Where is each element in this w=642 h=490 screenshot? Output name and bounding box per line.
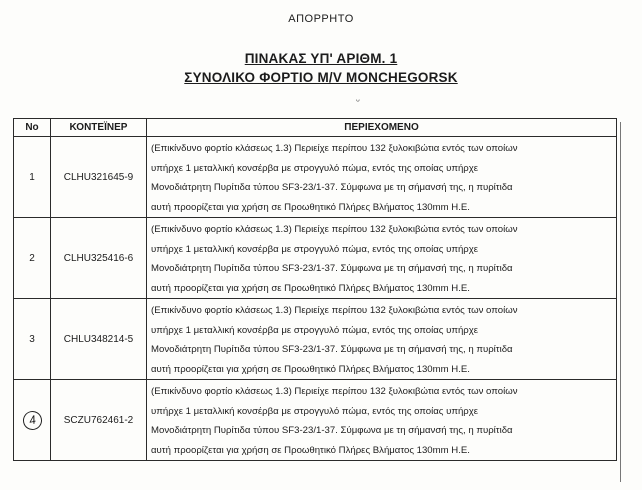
container-id: SCZU762461-2	[51, 380, 147, 461]
column-header-no: No	[14, 119, 51, 137]
content-line: υπήρχε 1 μεταλλική κονσέρβα με στρογγυλό πώμα, εντός της οποίας υπήρχε	[151, 405, 479, 417]
content-line: Μονοδιάτρητη Πυρίτιδα τύπου SF3-23/1-37. Σύμφωνα με τη σήμανσή της, η πυρίτιδα	[151, 425, 513, 436]
content-description	[147, 137, 617, 218]
document-title: ΠΙΝΑΚΑΣ ΥΠ' ΑΡΙΘΜ. 1	[244, 51, 398, 66]
table-row	[14, 137, 617, 218]
handwritten-circled-number: 4	[21, 409, 44, 432]
content-line: (Επικίνδυνο φορτίο κλάσεως 1.3) Περιείχε περίπου 132 ξυλοκιβώτια εντός των οποίων	[151, 143, 518, 154]
row-number: 2	[14, 218, 51, 299]
content-line: υπήρχε 1 μεταλλική κονσέρβα με στρογγυλό πώμα, εντός της οποίας υπήρχε	[151, 324, 479, 336]
column-header-container: ΚΟΝΤΕΪΝΕΡ	[51, 119, 147, 137]
content-line: αυτή προορίζεται για χρήση σε Προωθητικό Πλήρες Βλήματος 130mm Η.Ε.	[151, 363, 470, 375]
container-id: CLHU325416-6	[51, 218, 147, 299]
content-line: αυτή προορίζεται για χρήση σε Προωθητικό Πλήρες Βλήματος 130mm Η.Ε.	[151, 282, 470, 294]
margin-scan-line	[620, 122, 622, 482]
cargo-table	[13, 118, 617, 461]
content-line: (Επικίνδυνο φορτίο κλάσεως 1.3) Περιείχε περίπου 132 ξυλοκιβώτια εντός των οποίων	[151, 224, 518, 235]
content-line: (Επικίνδυνο φορτίο κλάσεως 1.3) Περιείχε περίπου 132 ξυλοκιβώτια εντός των οποίων	[151, 305, 518, 316]
row-number: 1	[14, 137, 51, 218]
handwritten-tick-mark: ᵕ	[356, 96, 360, 107]
table-row	[14, 380, 617, 461]
content-line: υπήρχε 1 μεταλλική κονσέρβα με στρογγυλό πώμα, εντός της οποίας υπήρχε	[151, 162, 479, 174]
document-subtitle: ΣΥΝΟΛΙΚΟ ΦΟΡΤΙΟ M/V MONCHEGORSK	[184, 70, 458, 85]
content-description	[147, 299, 617, 380]
column-header-content: ΠΕΡΙΕΧΟΜΕΝΟ	[147, 119, 617, 137]
content-line: Μονοδιάτρητη Πυρίτιδα τύπου SF3-23/1-37. Σύμφωνα με τη σήμανσή της, η πυρίτιδα	[151, 263, 513, 274]
row-number: 3	[14, 299, 51, 380]
content-description	[147, 218, 617, 299]
table-row	[14, 299, 617, 380]
classification-marking: ΑΠΟΡΡΗΤΟ	[288, 13, 354, 25]
content-line: (Επικίνδυνο φορτίο κλάσεως 1.3) Περιείχε περίπου 132 ξυλοκιβώτια εντός των οποίων	[151, 386, 518, 397]
table-header-row	[14, 119, 617, 137]
row-number	[14, 380, 51, 461]
content-description	[147, 380, 617, 461]
content-line: Μονοδιάτρητη Πυρίτιδα τύπου SF3-23/1-37. Σύμφωνα με τη σήμανσή της, η πυρίτιδα	[151, 182, 513, 193]
content-line: υπήρχε 1 μεταλλική κονσέρβα με στρογγυλό πώμα, εντός της οποίας υπήρχε	[151, 243, 479, 255]
content-line: αυτή προορίζεται για χρήση σε Προωθητικό Πλήρες Βλήματος 130mm Η.Ε.	[151, 201, 470, 213]
content-line: Μονοδιάτρητη Πυρίτιδα τύπου SF3-23/1-37. Σύμφωνα με τη σήμανσή της, η πυρίτιδα	[151, 344, 513, 355]
content-line: αυτή προορίζεται για χρήση σε Προωθητικό Πλήρες Βλήματος 130mm Η.Ε.	[151, 444, 470, 456]
container-id: CHLU348214-5	[51, 299, 147, 380]
container-id: CLHU321645-9	[51, 137, 147, 218]
table-row	[14, 218, 617, 299]
